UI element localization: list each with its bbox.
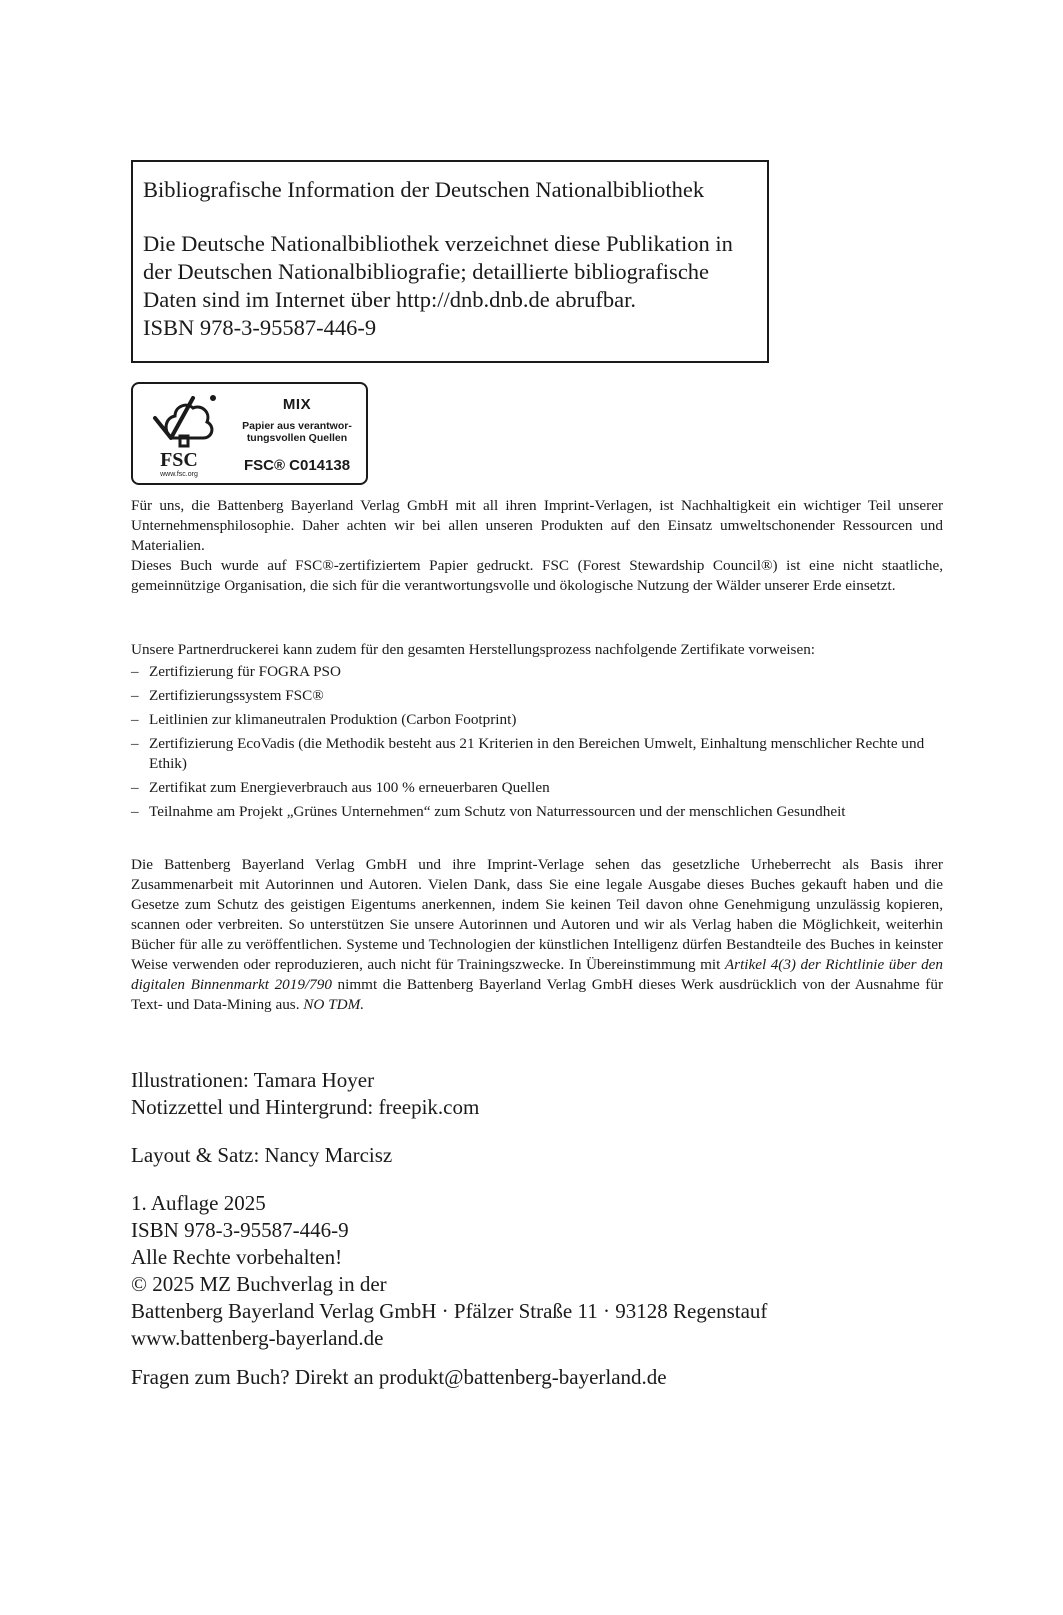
contact-line: Fragen zum Buch? Direkt an produkt@battenberg-bayerland.de: [131, 1365, 667, 1389]
edition: 1. Auflage 2025: [131, 1191, 266, 1215]
copyright-notice: [131, 855, 943, 1015]
dnb-heading: Bibliografische Information der Deutschen Nationalbibliothek: [143, 177, 705, 202]
fsc-license-code: FSC® C014138: [243, 457, 351, 474]
eu-directive-reference: Artikel 4(3) der Richtlinie über den digitalen Binnenmarkt 2019/790: [131, 956, 943, 993]
list-item: [131, 778, 943, 798]
contact-section: [131, 1364, 951, 1391]
bullet-dash: –: [131, 735, 139, 752]
rights-reserved: Alle Rechte vorbehalten!: [131, 1245, 343, 1269]
bullet-dash: –: [131, 711, 139, 728]
fsc-logo-url: www.fsc.org: [160, 471, 198, 478]
isbn: ISBN 978-3-95587-446-9: [131, 1218, 349, 1242]
fsc-mix-label: MIX: [282, 396, 312, 413]
partner-intro: Unsere Partnerdruckerei kann zudem für den gesamten Herstellungsprozess nachfolgende Zertifikate vorweisen:: [131, 641, 816, 658]
bullet-dash: –: [131, 779, 139, 796]
list-item: [131, 734, 943, 774]
partner-certificates-section: [131, 640, 943, 826]
fsc-paper-paragraph: Dieses Buch wurde auf FSC®-zertifiziertem Papier gedruckt. FSC (Forest Stewardship Council®) ist eine nicht staatliche, gemeinnützige Organisation, die sich für die verantwortungsvolle und ökologische Nutzung der Wälder unserer Erde einsetzt.: [131, 557, 943, 594]
copyright-line: © 2025 MZ Buchverlag in der: [131, 1272, 387, 1296]
bullet-dash: –: [131, 663, 139, 680]
bullet-dash: –: [131, 803, 139, 820]
publisher-website: www.battenberg-bayerland.de: [131, 1326, 384, 1350]
list-item: [131, 686, 943, 706]
publisher-address: Battenberg Bayerland Verlag GmbH · Pfälzer Straße 11 · 93128 Regenstauf: [131, 1299, 768, 1323]
background-credit: Notizzettel und Hintergrund: freepik.com: [131, 1095, 480, 1119]
illustrations-credit: Illustrationen: Tamara Hoyer: [131, 1068, 375, 1092]
fsc-logo-text: FSC: [160, 449, 198, 471]
copyright-text-part2: nimmt die Battenberg Bayerland Verlag GmbH dieses Werk ausdrücklich von der Ausnahme für Text- und Data-Mining aus.: [131, 976, 943, 1013]
list-item: [131, 710, 943, 730]
list-item-text: Zertifikat zum Energieverbrauch aus 100 % erneuerbaren Quellen: [149, 779, 550, 796]
sustainability-section: [131, 496, 943, 596]
copyright-notice-text: [131, 855, 943, 1015]
copyright-text-part1: Die Battenberg Bayerland Verlag GmbH und ihre Imprint-Verlage sehen das gesetzliche Urheberrecht als Basis ihrer Zusammenarbeit mit Autorinnen und Autoren. Vielen Dank, dass Sie eine legale Ausgabe dieses Buches gekauft haben und die Gesetze zum Schutz des geistigen Eigentums anerkennen, indem Sie keinen Teil davon ohne Genehmigung unzulässig kopieren, scannen oder verbreiten. So unterstützen Sie unsere Autorinnen und Autoren und wir als Verlag haben die Möglichkeit, weiterhin Bücher für alle zu veröffentlichen. Systeme und Technologien der künstlichen Intelligenz dürfen Bestandteile des Buches in keinster Weise verwenden oder reproduzieren, auch nicht für Trainingszwecke. In Übereinstimmung mit: [131, 856, 943, 973]
list-item-text: Leitlinien zur klimaneutralen Produktion (Carbon Footprint): [149, 711, 517, 728]
fsc-description: Papier aus verantwor- tungsvollen Quellen: [242, 420, 352, 444]
fsc-label: [131, 382, 368, 485]
list-item-text: Zertifizierung für FOGRA PSO: [149, 663, 341, 680]
no-tdm-notice: NO TDM.: [303, 996, 365, 1013]
certificate-list: [131, 662, 943, 822]
dnb-text: Die Deutsche Nationalbibliothek verzeichnet diese Publikation in der Deutschen Nationalbibliografie; detaillierte bibliografische Daten sind im Internet über http://dnb.dnb.de abrufbar.: [143, 231, 733, 312]
list-item: [131, 662, 943, 682]
dnb-isbn: ISBN 978-3-95587-446-9: [143, 315, 377, 340]
dnb-bibliographic-box: [131, 160, 769, 363]
layout-credits: [131, 1142, 951, 1169]
list-item-text: Zertifizierungssystem FSC®: [149, 687, 324, 704]
fsc-tree-checkmark-icon: [141, 390, 223, 478]
publication-details: [131, 1190, 951, 1352]
list-item-text: Zertifizierung EcoVadis (die Methodik besteht aus 21 Kriterien in den Bereichen Umwelt, Einhaltung menschlicher Rechte und Ethik): [149, 735, 925, 772]
list-item-text: Teilnahme am Projekt „Grünes Unternehmen“ zum Schutz von Naturressourcen und der menschlichen Gesundheit: [149, 803, 846, 820]
sustainability-paragraph: Für uns, die Battenberg Bayerland Verlag GmbH mit all ihren Imprint-Verlagen, ist Nachhaltigkeit ein wichtiger Teil unserer Unternehmensphilosophie. Daher achten wir bei allen unseren Produkten auf den Einsatz umweltschonender Ressourcen und Materialien.: [131, 497, 943, 554]
bullet-dash: –: [131, 687, 139, 704]
layout-credit: Layout & Satz: Nancy Marcisz: [131, 1143, 393, 1167]
list-item: [131, 802, 943, 822]
illustration-credits: [131, 1067, 951, 1121]
